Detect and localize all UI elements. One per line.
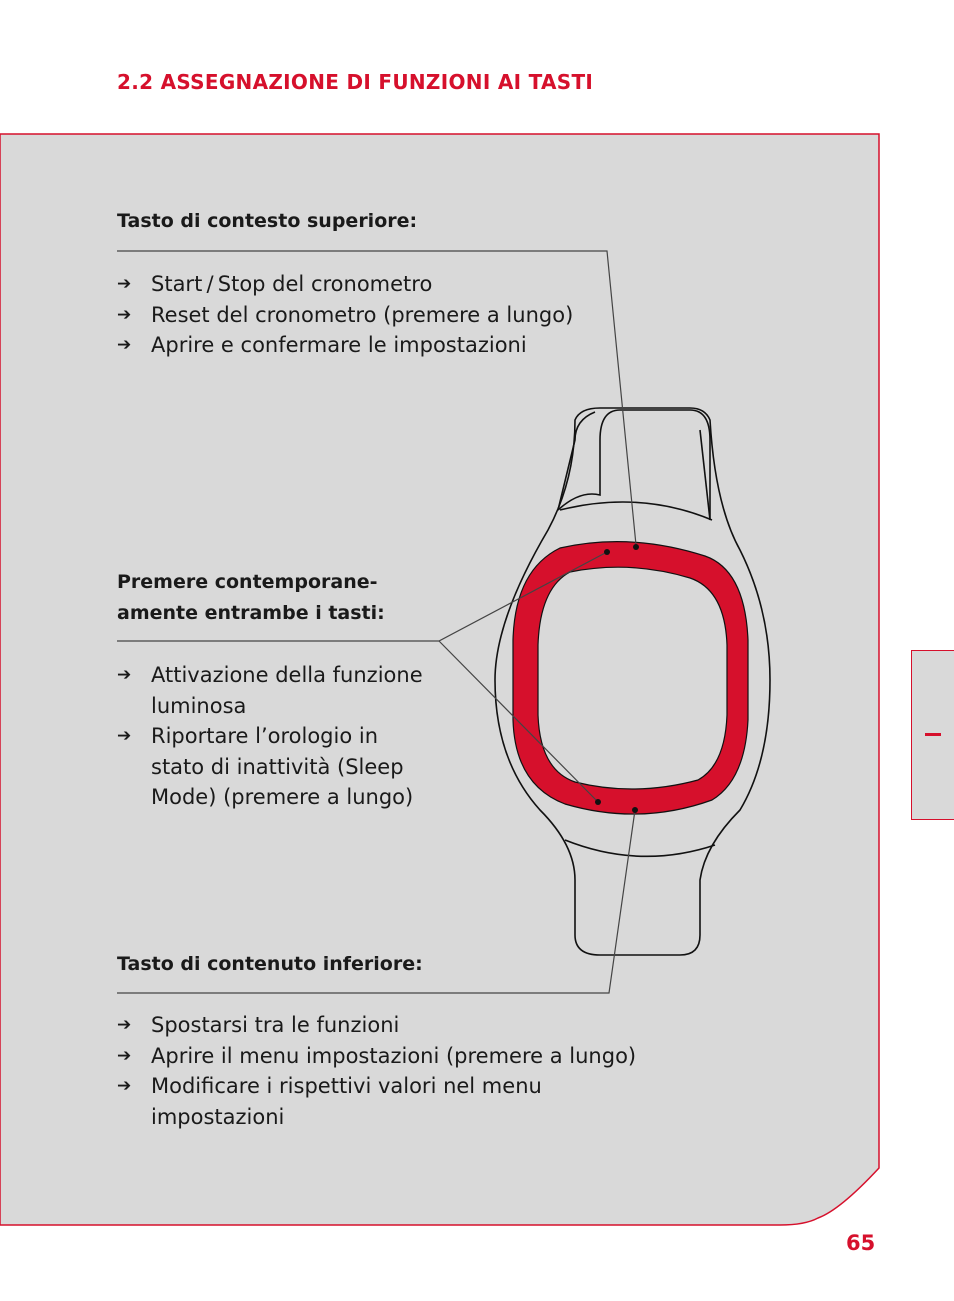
bottom-button-heading: Tasto di contenuto inferiore: — [117, 953, 423, 975]
top-button-list — [117, 269, 573, 361]
list-item: ➔ Reset del cronometro (premere a lungo) — [117, 300, 573, 331]
section-title: 2.2 ASSEGNAZIONE DI FUNZIONI AI TASTI — [117, 70, 594, 94]
bottom-button-list — [117, 1010, 636, 1132]
top-button-list-block — [117, 269, 573, 361]
bottom-button-list-block — [117, 1010, 636, 1132]
arrow-right-icon: ➔ — [117, 726, 132, 746]
language-tab[interactable] — [911, 650, 954, 820]
both-buttons-heading-line2: amente entrambe i tasti: — [117, 602, 385, 624]
leader-dot — [632, 807, 638, 813]
arrow-right-icon: ➔ — [117, 1076, 132, 1096]
leader-dot — [633, 544, 639, 550]
both-buttons-heading-line1: Premere contemporane- — [117, 571, 378, 593]
list-item: ➔ Aprire il menu impostazioni (premere a lungo) — [117, 1041, 636, 1072]
both-buttons-block — [117, 567, 385, 629]
list-item: ➔ Spostarsi tra le funzioni — [117, 1010, 636, 1041]
page-number: 65 — [846, 1231, 876, 1255]
arrow-right-icon: ➔ — [117, 1015, 132, 1035]
list-item: ➔ Attivazione della funzione luminosa — [117, 660, 423, 721]
both-buttons-list-block — [117, 660, 423, 813]
top-button-heading: Tasto di contesto superiore: — [117, 210, 418, 232]
top-button-block — [117, 206, 417, 237]
arrow-right-icon: ➔ — [117, 274, 132, 294]
both-buttons-list — [117, 660, 423, 813]
arrow-right-icon: ➔ — [117, 304, 132, 325]
list-item: ➔ Modificare i rispettivi valori nel menu impostazioni — [117, 1071, 636, 1132]
list-item: ➔ Start / Stop del cronometro — [117, 269, 573, 300]
arrow-right-icon: ➔ — [117, 665, 132, 685]
leader-dot — [604, 549, 610, 555]
bottom-button-block — [117, 949, 423, 980]
arrow-right-icon: ➔ — [117, 1045, 132, 1066]
list-item: ➔ Aprire e confermare le impostazioni — [117, 330, 573, 361]
list-item: ➔ Riportare l’orologio in stato di inattività (Sleep Mode) (premere a lungo) — [117, 721, 423, 813]
arrow-right-icon: ➔ — [117, 335, 132, 355]
language-tab-mark — [925, 733, 941, 736]
leader-dot — [595, 799, 601, 805]
